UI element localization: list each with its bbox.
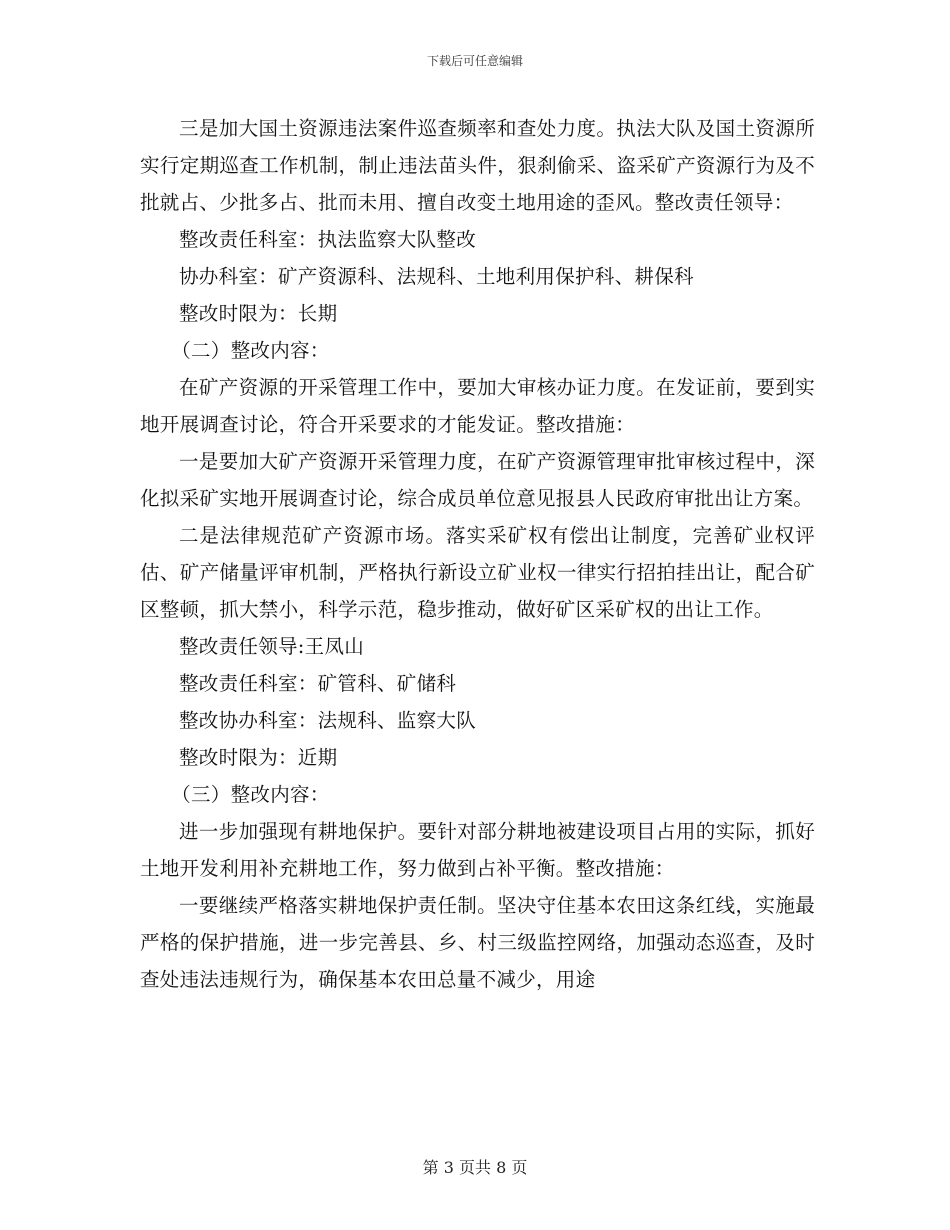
section-heading-2: （二）整改内容： [171, 339, 330, 362]
paragraph-3: 协办科室：矿产资源科、法规科、土地利用保护科、耕保科 [179, 265, 694, 288]
page-number: 第 3 页共 8 页 [422, 1158, 528, 1177]
paragraph-9: 整改责任领导:王凤山 [179, 635, 365, 658]
paragraph-10: 整改责任科室：矿管科、矿储科 [179, 672, 457, 695]
paragraph-4: 整改时限为：长期 [179, 302, 338, 325]
paragraph-6: 在矿产资源的开采管理工作中，要加大审核办证力度。在发证前，要到实地开展调查讨论，符合开采要求的才能发证。整改措施： [140, 376, 815, 436]
paragraph-14: 进一步加强现有耕地保护。要针对部分耕地被建设项目占用的实际，抓好土地开发利用补充耕地工作，努力做到占补平衡。整改措施： [140, 820, 815, 880]
document-body [140, 110, 815, 998]
section-heading-3: （三）整改内容： [171, 783, 330, 806]
paragraph-7: 一是要加大矿产资源开采管理力度，在矿产资源管理审批审核过程中，深化拟采矿实地开展调查讨论，综合成员单位意见报县人民政府审批出让方案。 [140, 450, 815, 510]
page-header-note: 下载后可任意编辑 [426, 54, 523, 68]
paragraph-2: 整改责任科室：执法监察大队整改 [179, 228, 477, 251]
paragraph-8: 二是法律规范矿产资源市场。落实采矿权有偿出让制度，完善矿业权评估、矿产储量评审机制，严格执行新设立矿业权一律实行招拍挂出让，配合矿区整顿，抓大禁小，科学示范，稳步推动，做好矿区采矿权的出让工作。 [140, 524, 815, 621]
paragraph-12: 整改时限为：近期 [179, 746, 338, 769]
paragraph-11: 整改协办科室：法规科、监察大队 [179, 709, 477, 732]
paragraph-1: 三是加大国土资源违法案件巡查频率和查处力度。执法大队及国土资源所实行定期巡查工作机制，制止违法苗头件，狠刹偷采、盗采矿产资源行为及不批就占、少批多占、批而未用、擅自改变土地用途的歪风。整改责任领导： [140, 117, 815, 214]
paragraph-15: 一要继续严格落实耕地保护责任制。坚决守住基本农田这条红线，实施最严格的保护措施，进一步完善县、乡、村三级监控网络，加强动态巡查，及时查处违法违规行为，确保基本农田总量不减少，用途 [140, 894, 815, 991]
